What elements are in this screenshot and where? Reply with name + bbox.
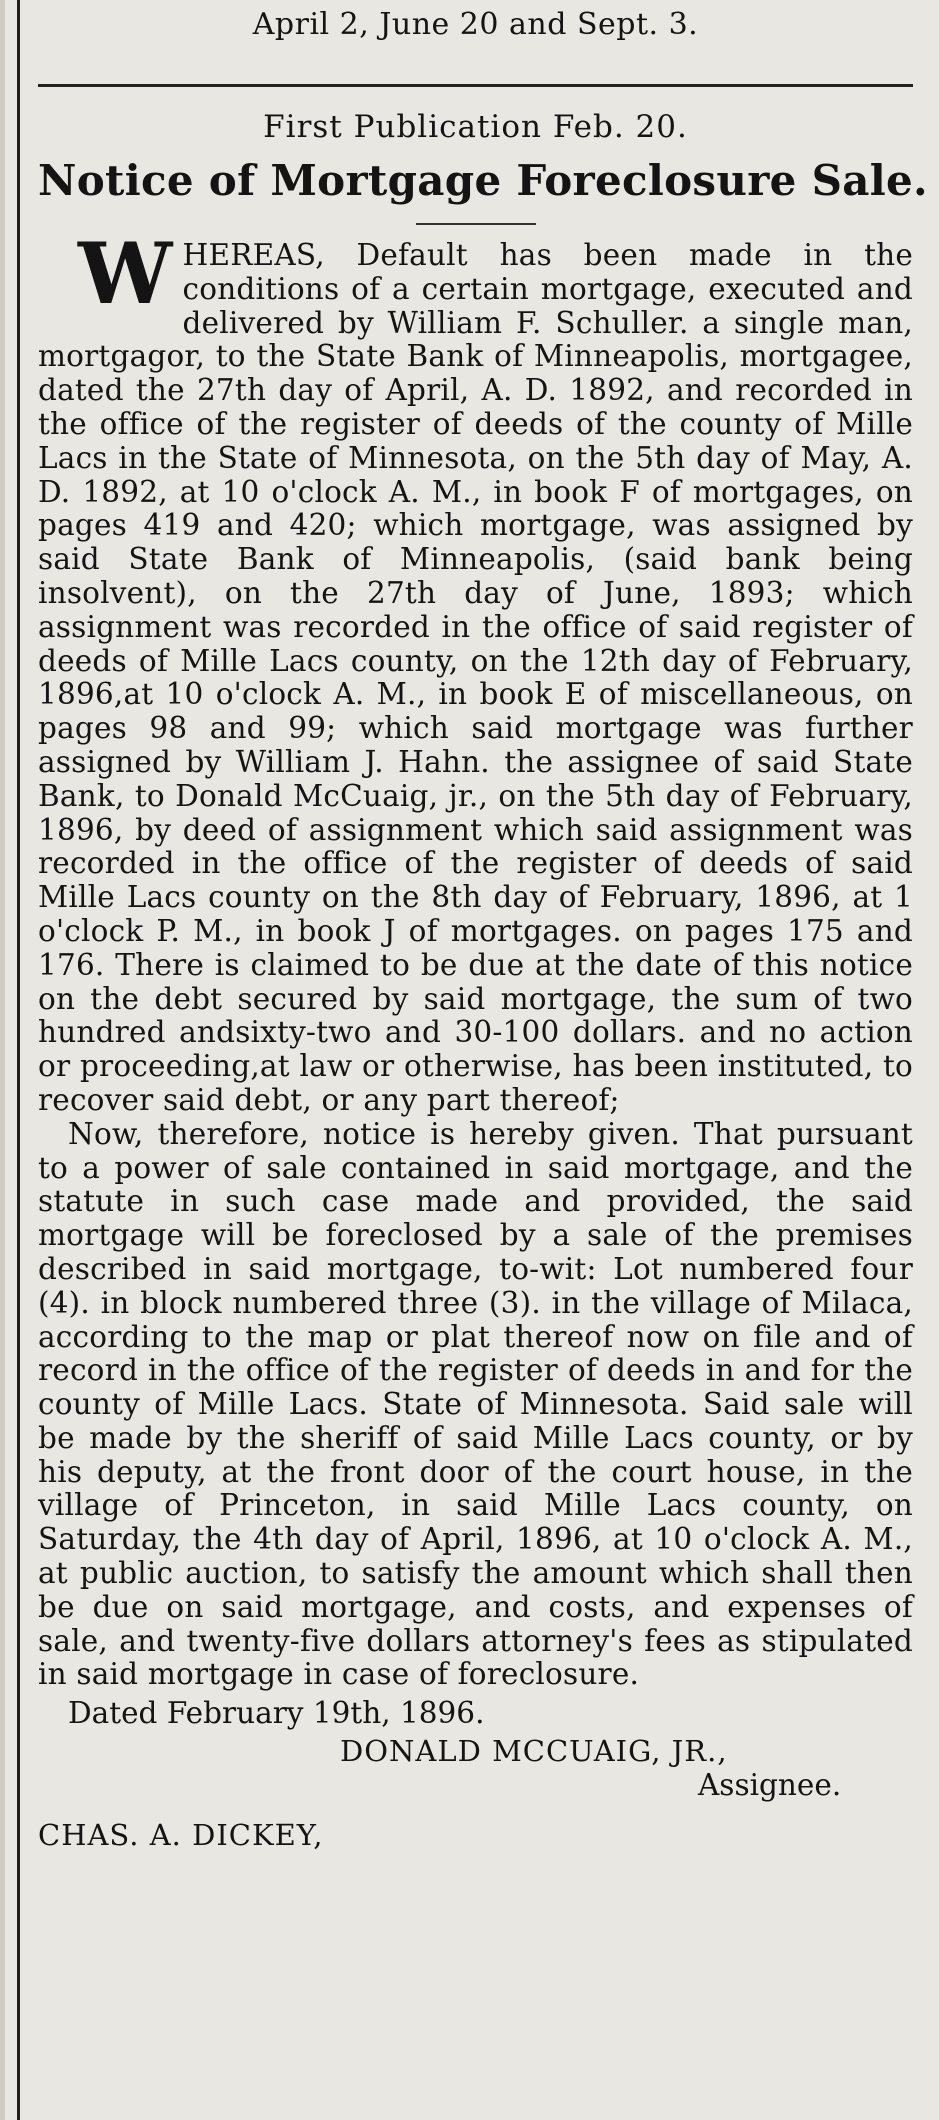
newspaper-column	[38, 0, 928, 1853]
notice-paragraph-2: Now, therefore, notice is hereby given. That pursuant to a power of sale contained in said mortgage, and the statute in such case made and provided, the said mortgage will be foreclosed by a sale of the premises described in said mortgage, to-wit: Lot numbered four (4). in block numbered three (3). in the village of Milaca, according to the map or plat thereof now on file and of record in the office of the register of deeds in and for the county of Mille Lacs. State of Minnesota. Said sale will be made by the sheriff of said Mille Lacs county, or by his deputy, at the front door of the court house, in the village of Princeton, in said Mille Lacs county, on Saturday, the 4th day of April, 1896, at 10 o'clock A. M., at public auction, to satisfy the amount which shall then be due on said mortgage, and costs, and expenses of sale, and twenty-five dollars attorney's fees as stipulated in said mortgage in case of foreclosure.	[38, 1116, 913, 1692]
notice-body	[38, 224, 913, 1692]
notice-paragraph-1	[38, 224, 913, 1118]
attorney-name: CHAS. A. DICKEY,	[38, 1818, 324, 1853]
signer-role: Assignee.	[698, 1768, 842, 1803]
first-publication-line: First Publication Feb. 20.	[263, 109, 688, 145]
headline-rule	[416, 223, 536, 225]
section-divider	[38, 84, 913, 87]
drop-cap: W	[78, 224, 173, 323]
notice-headline: Notice of Mortgage Foreclosure Sale.	[38, 156, 928, 205]
previous-notice-dates: April 2, June 20 and Sept. 3.	[252, 7, 699, 42]
paragraph-1-text: HEREAS, Default has been made in the conditions of a certain mortgage, executed and delivered by William F. Schuller. a single man, mortgagor, to the State Bank of Minneapolis, mortgagee, dated the 27th day of April, A. D. 1892, and recorded in the office of the register of deeds of the county of Mille Lacs in the State of Minnesota, on the 5th day of May, A. D. 1892, at 10 o'clock A. M., in book F of mortgages, on pages 419 and 420; which mortgage, was assigned by said State Bank of Minneapolis, (said bank being insolvent), on the 27th day of June, 1893; which assignment was recorded in the office of said register of deeds of Mille Lacs county, on the 12th day of February, 1896,at 10 o'clock A. M., in book E of miscellaneous, on pages 98 and 99; which said mortgage was further assigned by William J. Hahn. the assignee of said State Bank, to Donald McCuaig, jr., on the 5th day of February, 1896, by deed of assignment which said assignment was recorded in the office of the register of deeds of said Mille Lacs county on the 8th day of February, 1896, at 1 o'clock P. M., in book J of mortgages. on pages 175 and 176. There is claimed to be due at the date of this notice on the debt secured by said mortgage, the sum of two hundred andsixty-two and 30-100 dollars. and no action or proceeding,at law or otherwise, has been instituted, to recover said debt, or any part thereof;	[38, 238, 913, 1117]
dated-line: Dated February 19th, 1896.	[68, 1696, 485, 1731]
column-rule	[17, 0, 20, 2120]
signer-name: DONALD MCCUAIG, JR.,	[340, 1734, 728, 1769]
page-edge	[0, 0, 5, 2120]
